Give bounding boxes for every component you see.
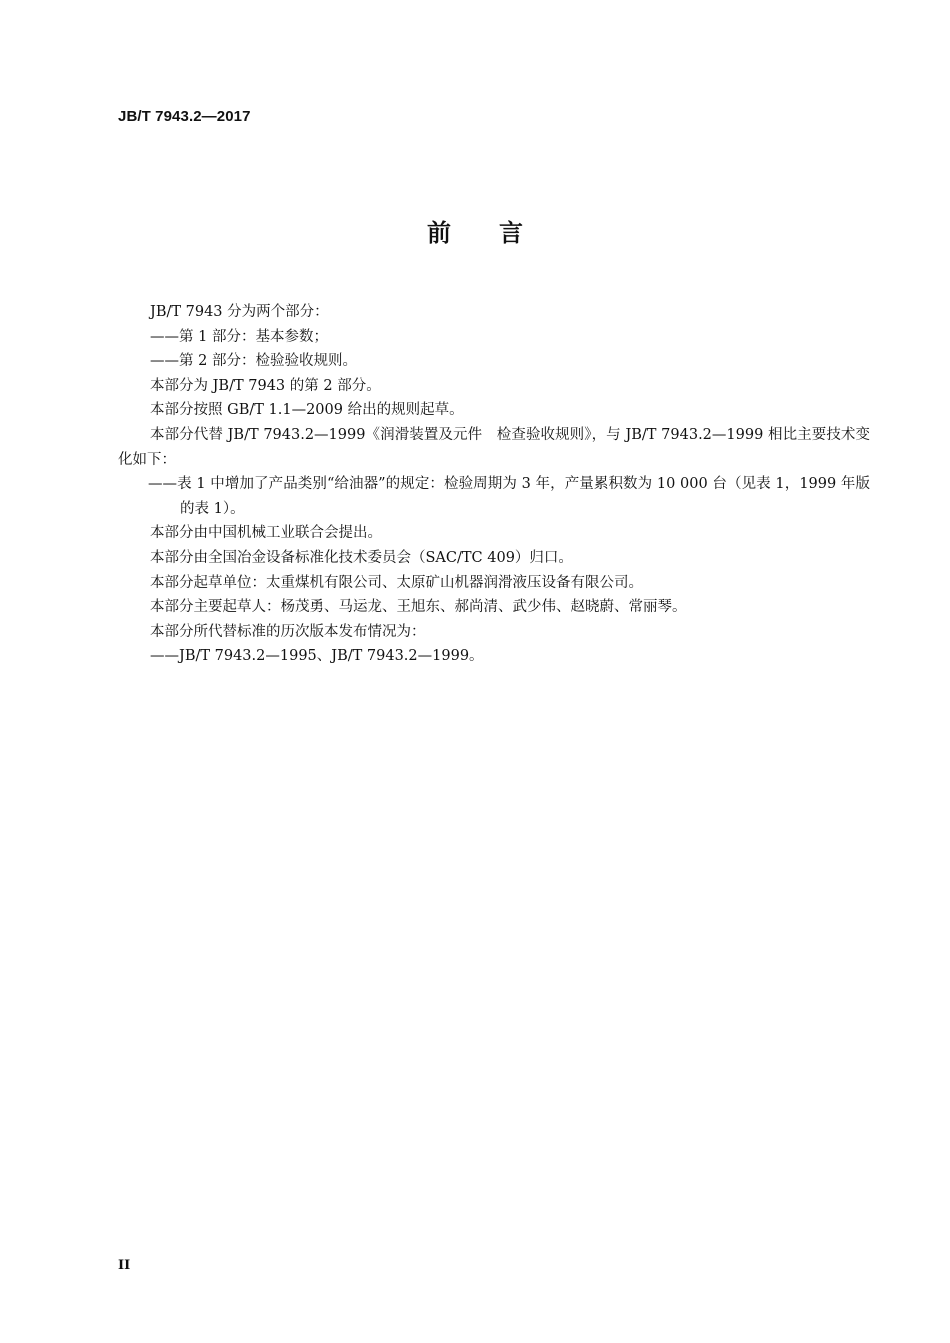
- paragraph-proposed-by: 本部分由中国机械工业联合会提出。: [150, 525, 382, 542]
- paragraph-centralized-by: 本部分由全国冶金设备标准化技术委员会（SAC/TC 409）归口。: [150, 549, 573, 566]
- paragraph-drafting-rules: 本部分按照 GB/T 1.1—2009 给出的规则起草。: [150, 402, 464, 419]
- page-title: 前言: [427, 219, 571, 247]
- list-item-part-2: ——第 2 部分：检验验收规则。: [150, 353, 357, 370]
- paragraph-drafters: 本部分主要起草人：杨茂勇、马运龙、王旭东、郝尚清、武少伟、赵晓蔚、常丽琴。: [150, 599, 687, 616]
- list-item-technical-change: ——表 1 中增加了产品类别“给油器”的规定：检验周期为 3 年，产量累积数为 10 000 台（见表 1，1999 年版的表 1）。: [148, 476, 870, 517]
- paragraph-parts-intro: JB/T 7943 分为两个部分：: [150, 304, 329, 320]
- standard-code: JB/T 7943.2—2017: [118, 108, 251, 125]
- list-item-part-1: ——第 1 部分：基本参数；: [150, 328, 328, 345]
- paragraph-this-part: 本部分为 JB/T 7943 的第 2 部分。: [150, 377, 381, 394]
- foreword-body: [118, 300, 870, 669]
- page-number: II: [118, 1258, 131, 1273]
- paragraph-drafting-units: 本部分起草单位：太重煤机有限公司、太原矿山机器润滑液压设备有限公司。: [150, 574, 643, 591]
- list-item-history: ——JB/T 7943.2—1995、JB/T 7943.2—1999。: [150, 648, 484, 665]
- paragraph-history-intro: 本部分所代替标准的历次版本发布情况为：: [150, 623, 426, 640]
- paragraph-replaces: 本部分代替 JB/T 7943.2—1999《润滑装置及元件 检查验收规则》，与 JB/T 7943.2—1999 相比主要技术变化如下：: [118, 426, 870, 468]
